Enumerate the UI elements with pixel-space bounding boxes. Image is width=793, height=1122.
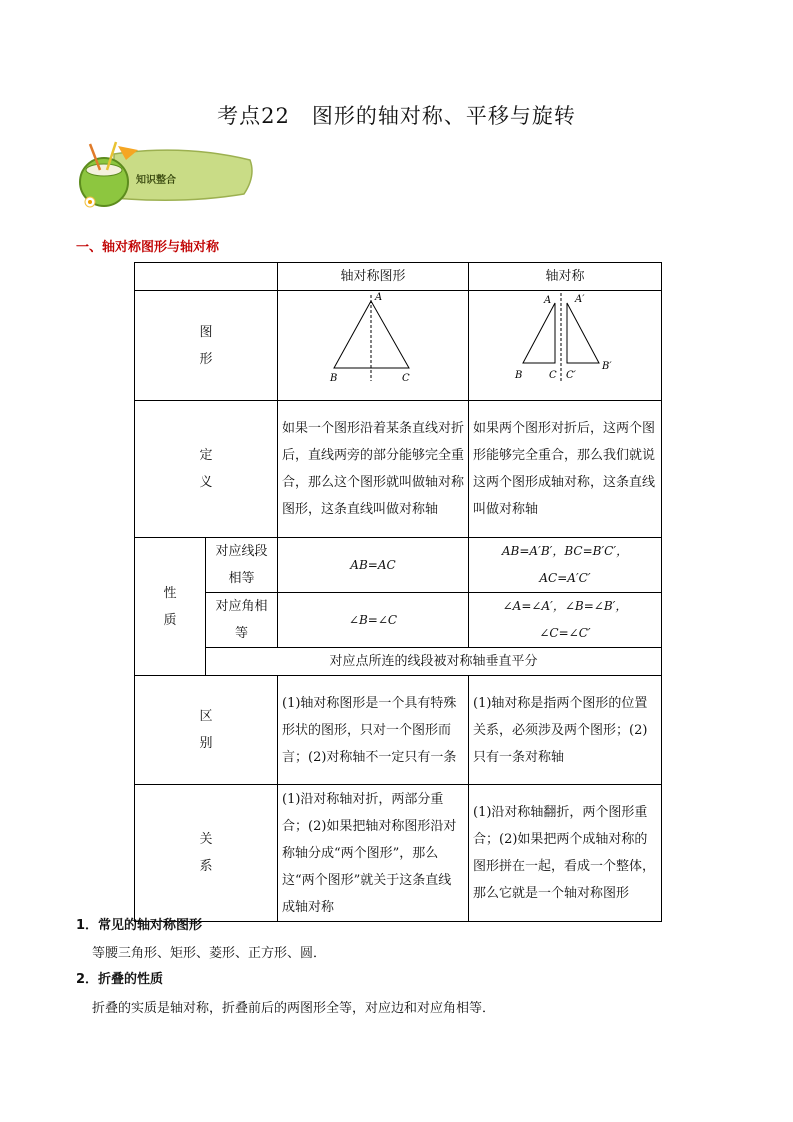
sublabel-segments: 对应线段相等: [206, 538, 278, 593]
header-axis-figure: 轴对称图形: [278, 263, 469, 291]
angles-axis-symmetry: ∠A=∠A′，∠B=∠B′， ∠C=∠C′: [469, 593, 662, 648]
item2-text: 折叠的实质是轴对称，折叠前后的两图形全等，对应边和对应角相等．: [92, 1001, 496, 1016]
isosceles-triangle-figure: [278, 291, 469, 401]
svg-text:B: B: [330, 373, 338, 384]
row-label-definition: 定 义: [135, 401, 278, 538]
svg-text:C′: C′: [566, 370, 576, 381]
svg-text:A′: A′: [575, 294, 585, 305]
section-badge: [74, 140, 254, 212]
relation-axis-figure: (1)沿对称轴对折，两部分重合；(2)如果把轴对称图形沿对称轴分成“两个图形”，那么这“两个图形”就关于这条直线成轴对称: [278, 785, 469, 922]
mirrored-triangles-figure: [469, 291, 662, 401]
row-label-property: 性 质: [135, 538, 206, 676]
svg-text:B: B: [515, 370, 523, 381]
row-label-figure: 图 形: [135, 291, 278, 401]
header-empty-cell: [135, 263, 278, 291]
badge-text: 知识整合: [136, 175, 176, 186]
svg-text:C: C: [549, 370, 557, 381]
svg-text:A: A: [375, 292, 383, 303]
difference-axis-figure: (1)轴对称图形是一个具有特殊形状的图形，只对一个图形而言；(2)对称轴不一定只有一条: [278, 676, 469, 785]
definition-axis-symmetry: 如果两个图形对折后，这两个图形能够完全重合，那么我们就说这两个图形成轴对称，这条直线叫做对称轴: [469, 401, 662, 538]
relation-axis-symmetry: (1)沿对称轴翻折，两个图形重合；(2)如果把两个成轴对称的图形拼在一起，看成一个整体，那么它就是一个轴对称图形: [469, 785, 662, 922]
header-axis-symmetry: 轴对称: [469, 263, 662, 291]
comparison-table: [134, 262, 662, 922]
item2-heading: 2．折叠的性质: [76, 972, 164, 987]
svg-text:B′: B′: [602, 361, 612, 372]
svg-text:C: C: [402, 373, 410, 384]
section-heading: 一、轴对称图形与轴对称: [76, 240, 220, 255]
segments-axis-figure: AB=AC: [278, 538, 469, 593]
property-common: 对应点所连的线段被对称轴垂直平分: [206, 648, 662, 676]
angles-axis-figure: ∠B=∠C: [278, 593, 469, 648]
segments-axis-symmetry: AB=A′B′，BC=B′C′， AC=A′C′: [469, 538, 662, 593]
sublabel-angles: 对应角相等: [206, 593, 278, 648]
item1-heading: 1．常见的轴对称图形: [76, 918, 203, 933]
row-label-difference: 区 别: [135, 676, 278, 785]
page-title: 考点22 图形的轴对称、平移与旋转: [217, 104, 576, 128]
coconut-drink-icon: [74, 140, 254, 212]
definition-axis-figure: 如果一个图形沿着某条直线对折后，直线两旁的部分能够完全重合，那么这个图形就叫做轴对称图形，这条直线叫做对称轴: [278, 401, 469, 538]
difference-axis-symmetry: (1)轴对称是指两个图形的位置关系，必须涉及两个图形；(2)只有一条对称轴: [469, 676, 662, 785]
svg-text:A: A: [544, 295, 552, 306]
item1-text: 等腰三角形、矩形、菱形、正方形、圆．: [92, 946, 327, 961]
row-label-relation: 关 系: [135, 785, 278, 922]
